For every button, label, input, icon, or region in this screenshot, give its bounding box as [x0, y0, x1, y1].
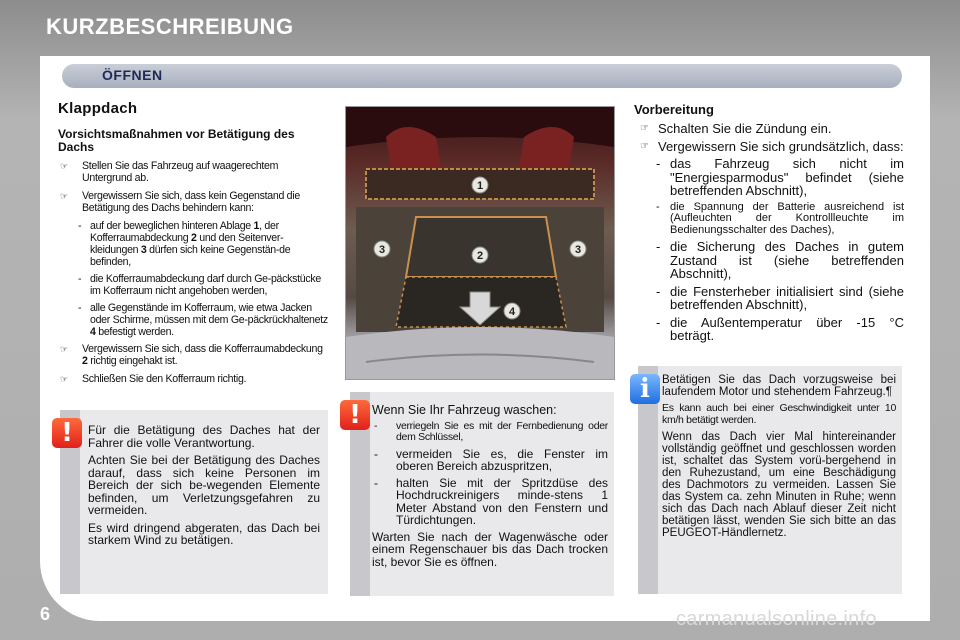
text: , der Kofferraumabdeckung: [90, 220, 279, 244]
pointing-hand-icon: ☞: [60, 191, 68, 201]
photo-label-3-left: 3: [378, 244, 386, 256]
dash-marker: -: [656, 283, 661, 299]
text: Vergewissern Sie sich, dass die Kofferraumabdeckung: [82, 343, 323, 355]
page-title: KURZBESCHREIBUNG: [46, 14, 294, 39]
dash-marker: -: [78, 220, 82, 232]
trunk-illustration: [346, 107, 614, 379]
sub-item: [372, 448, 608, 473]
pointing-hand-icon: ☞: [60, 161, 68, 171]
photo-label-1: 1: [476, 180, 484, 192]
watermark: carmanualsonline.info: [676, 608, 877, 630]
photo-label-2: 2: [476, 250, 484, 262]
text: halten Sie mit der Spritzdüse des Hochdruckreinigers minde-stens 1 Meter Abstand von den Fenstern und Türdichtungen.: [396, 475, 608, 527]
list-item: [60, 190, 328, 214]
text: richtig eingehakt ist.: [87, 355, 178, 367]
heading-vorbereitung: Vorbereitung: [634, 102, 714, 117]
sub-item: [634, 316, 904, 343]
dash-marker: -: [656, 200, 660, 213]
sub-item: [634, 240, 904, 281]
text: auf der beweglichen hinteren Ablage: [90, 220, 254, 232]
photo-label-4: 4: [508, 306, 516, 318]
paragraph: Betätigen Sie das Dach vorzugsweise bei laufendem Motor und stehendem Fahrzeug.¶: [662, 374, 896, 398]
ref-number: 2: [82, 355, 88, 367]
dash-marker: -: [656, 156, 661, 171]
subheading-precautions: Vorsichtsmaßnahmen vor Betätigung des Dachs: [58, 127, 295, 154]
list-item: [60, 160, 328, 184]
info-icon: i: [630, 374, 660, 404]
page-number: 6: [40, 604, 51, 624]
text: Schalten Sie die Zündung ein.: [658, 121, 832, 136]
photo-label-3-right: 3: [574, 244, 582, 256]
ref-number: 2: [191, 232, 197, 244]
sub-item: [634, 285, 904, 312]
text: vermeiden Sie es, die Fenster im oberen Bereich abzuspritzen,: [396, 446, 608, 473]
paragraph: Wenn das Dach vier Mal hintereinander vollständig geöffnet und geschlossen worden ist, schaltet das System vorü-bergehend in den Ruhezustand, um eine Beschädigung des Dachmotors zu vermeiden. Lassen Sie das System ca. zehn Minuten in Ruhe; wenn sich das Dach nach Ablauf dieser Zeit nicht betätigen lässt, wenden Sie sich bitte an das PEUGEOT-Händlernetz.: [662, 431, 896, 539]
heading-klappdach: Klappdach: [58, 100, 138, 117]
section-banner: [62, 64, 902, 88]
list-item-text: Vergewissern Sie sich, dass kein Gegenstand die Betätigung des Dachs behindern kann:: [82, 190, 300, 214]
intro: Wenn Sie Ihr Fahrzeug waschen:: [372, 403, 557, 417]
warning-exclamation-icon: !: [52, 418, 82, 448]
text: dürfen sich keine Gegenstän-de befinden,: [90, 244, 291, 268]
list-item: [634, 122, 904, 136]
dash-marker: -: [656, 314, 661, 330]
paragraph: Es kann auch bei einer Geschwindigkeit unter 10 km/h betätigt werden.: [662, 402, 896, 426]
dash-marker: -: [374, 446, 378, 461]
text: das Fahrzeug sich nicht im "Energiesparmodus" befindet (siehe betreffenden Abschnitt),: [670, 156, 904, 198]
paragraph: Es wird dringend abgeraten, das Dach bei starkem Wind zu betätigen.: [88, 520, 320, 547]
sub-item: [60, 273, 328, 297]
text: die Sicherung des Daches in gutem Zustand ist (siehe betreffenden Abschnitt),: [670, 239, 904, 281]
dash-marker: -: [656, 239, 661, 254]
sub-item: [60, 302, 328, 338]
warning-exclamation-icon: !: [340, 400, 370, 430]
list-item: [60, 343, 328, 367]
info-text: [662, 374, 896, 544]
warning-washing-text: [372, 404, 608, 568]
precautions-list: [60, 160, 328, 391]
list-item: [634, 140, 904, 154]
list-item-text: Schließen Sie den Kofferraum richtig.: [82, 373, 247, 385]
text: alle Gegenstände im Kofferraum, wie etwa Jacken oder Schirme, müssen mit dem Ge-päckrückhaltenetz: [90, 302, 328, 326]
list-item: [60, 373, 328, 385]
text: Vergewissern Sie sich grundsätzlich, dass:: [658, 138, 904, 154]
dash-marker: -: [374, 475, 378, 490]
pointing-hand-icon: ☞: [60, 344, 68, 354]
list-item-text: Stellen Sie das Fahrzeug auf waagerechtem Untergrund ab.: [82, 160, 279, 184]
pointing-hand-icon: ☞: [60, 374, 68, 384]
dash-marker: -: [78, 302, 82, 314]
sub-item: [60, 220, 328, 268]
text: befestigt werden.: [95, 326, 174, 338]
section-title: ÖFFNEN: [102, 67, 163, 83]
sub-item: [372, 477, 608, 527]
sub-item: [372, 421, 608, 444]
paragraph: Achten Sie bei der Betätigung des Daches darauf, dass sich keine Personen im Bereich der sich be-wegenden Elemente befinden, um Verletzungsgefahren zu vermeiden.: [88, 453, 320, 517]
pointing-hand-icon: ☞: [640, 140, 649, 152]
dash-marker: -: [78, 273, 82, 285]
sub-item: [634, 157, 904, 198]
warning-driver-text: [88, 424, 320, 552]
ref-number: 1: [253, 220, 260, 232]
text: verriegeln Sie es mit der Fernbedienung oder dem Schlüssel,: [396, 419, 608, 443]
sub-item: [634, 202, 904, 237]
text: die Außentemperatur über -15 °C beträgt.: [670, 314, 904, 343]
trunk-photo: [345, 106, 615, 380]
ref-number: 3: [140, 244, 147, 256]
paragraph: Warten Sie nach der Wagenwäsche oder einem Regenschauer bis das Dach trocken ist, bevor Sie es öffnen.: [372, 529, 608, 569]
pointing-hand-icon: ☞: [640, 123, 649, 134]
ref-number: 4: [90, 326, 96, 338]
text: und den Seitenver-kleidungen: [90, 232, 284, 256]
dash-marker: -: [374, 419, 378, 432]
text: die Spannung der Batterie ausreichend ist (Aufleuchten der Kontrollleuchte im Bedienungsschalter des Daches),: [670, 200, 904, 236]
text: die Fensterheber initialisiert sind (siehe betreffenden Abschnitt),: [670, 283, 904, 312]
paragraph: Für die Betätigung des Daches hat der Fahrer die volle Verantwortung.: [88, 423, 320, 450]
preparation-list: [634, 122, 904, 347]
text: die Kofferraumabdeckung darf durch Ge-päckstücke im Kofferraum nicht angehoben werden,: [90, 273, 321, 297]
